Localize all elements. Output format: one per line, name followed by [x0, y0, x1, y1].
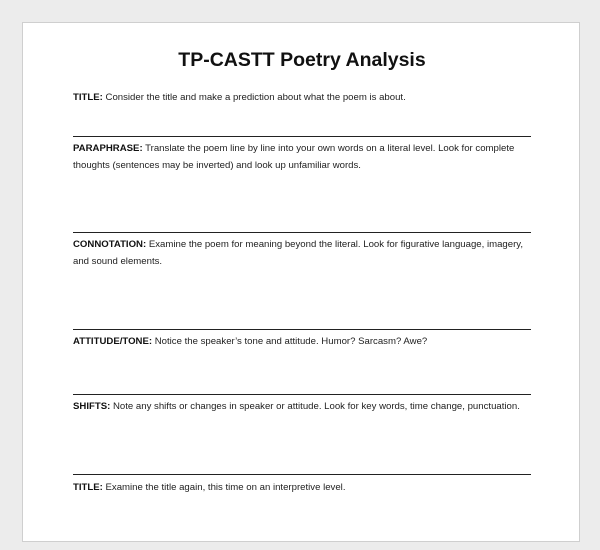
section-label: PARAPHRASE:	[73, 143, 143, 154]
section-instructions: Notice the speaker’s tone and attitude. Humor? Sarcasm? Awe?	[152, 336, 428, 347]
section-paraphrase	[73, 140, 533, 174]
worksheet-title: TP-CASTT Poetry Analysis	[178, 49, 426, 71]
section-title-interpretive	[73, 479, 533, 496]
answer-line	[73, 136, 531, 137]
section-connotation	[73, 236, 533, 270]
section-instructions: Examine the title again, this time on an interpretive level.	[102, 482, 346, 493]
answer-line	[73, 232, 531, 233]
answer-line	[73, 394, 531, 395]
section-label: TITLE:	[73, 92, 103, 103]
section-label: ATTITUDE/TONE:	[73, 336, 153, 347]
section-instructions: Translate the poem line by line into your own words on a literal level. Look for complete thoughts (sentences may be inverted) and look up unfamiliar words.	[73, 143, 515, 171]
section-label: SHIFTS:	[73, 401, 111, 412]
worksheet-page	[22, 22, 580, 542]
section-instructions: Examine the poem for meaning beyond the literal. Look for figurative language, imagery, and sound elements.	[73, 239, 524, 267]
section-instructions: Note any shifts or changes in speaker or attitude. Look for key words, time change, punctuation.	[110, 401, 520, 412]
answer-line	[73, 474, 531, 475]
section-label: TITLE:	[73, 482, 103, 493]
answer-line	[73, 329, 531, 330]
section-title-prediction	[73, 89, 533, 106]
section-instructions: Consider the title and make a prediction about what the poem is about.	[102, 92, 406, 103]
section-shifts	[73, 398, 533, 415]
section-label: CONNOTATION:	[73, 239, 147, 250]
section-attitude-tone	[73, 333, 533, 350]
